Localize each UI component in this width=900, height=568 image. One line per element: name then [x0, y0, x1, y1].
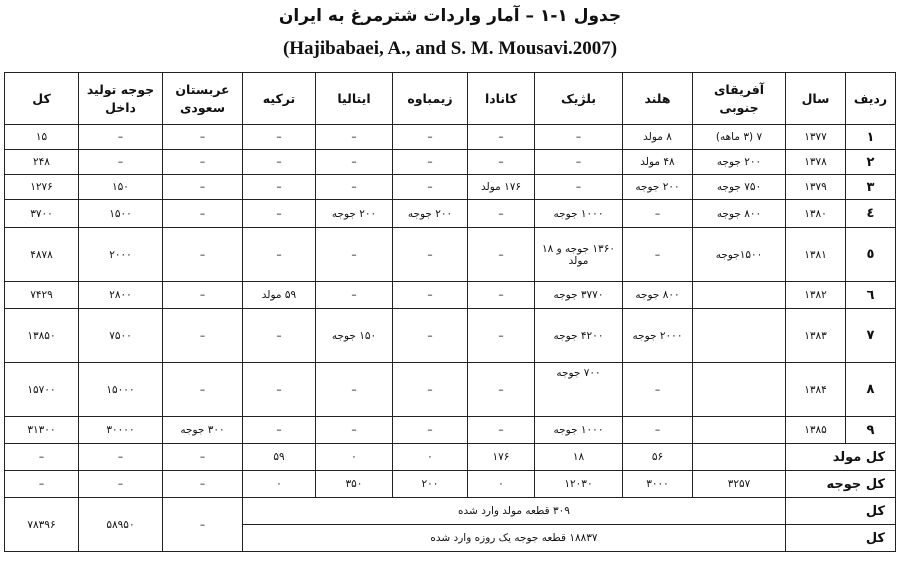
cell-row-total: ۱۵۷۰۰ — [5, 363, 79, 417]
cell-row-total: ۳۱۳۰۰ — [5, 417, 79, 444]
cell-zimbabwe: – — [393, 309, 468, 363]
cell-turkey: – — [243, 175, 316, 200]
cell-netherlands: – — [623, 200, 693, 228]
grand-chicks-text: ۱۸۸۳۷ قطعه جوجه یک روزه وارد شده — [243, 525, 786, 552]
cell-saudi-arabia: – — [163, 228, 243, 282]
table-row — [5, 150, 896, 175]
cell-saudi-arabia: – — [163, 150, 243, 175]
grand-saudi: – — [163, 498, 243, 552]
cell-netherlands: – — [623, 417, 693, 444]
cell-domestic-chicks: ۲۰۰۰ — [79, 228, 163, 282]
cell-belgium: – — [535, 125, 623, 150]
cell-turkey: – — [243, 125, 316, 150]
cell-turkey: – — [243, 417, 316, 444]
table-cell: ۰ — [393, 444, 468, 471]
table-cell: ۱۸ — [535, 444, 623, 471]
cell-domestic-chicks: ۷۵۰۰ — [79, 309, 163, 363]
cell-canada: – — [468, 309, 535, 363]
cell-belgium: ۳۷۷۰ جوجه — [535, 282, 623, 309]
import-statistics-table — [4, 72, 896, 552]
table-cell: ۱۷۶ — [468, 444, 535, 471]
grand-breeders-text: ۳۰۹ قطعه مولد وارد شده — [243, 498, 786, 525]
table-cell: ۱۲۰۳۰ — [535, 471, 623, 498]
header-netherlands: هلند — [623, 73, 693, 125]
table-title: جدول ۱-۱ – آمار واردات شترمرغ به ایران — [278, 6, 622, 26]
cell-south-africa — [693, 309, 786, 363]
cell-italy: – — [316, 125, 393, 150]
cell-canada: – — [468, 282, 535, 309]
cell-zimbabwe: – — [393, 363, 468, 417]
cell-row-number: ۸ — [846, 363, 896, 417]
cell-row-number: ۳ — [846, 175, 896, 200]
table-row — [5, 282, 896, 309]
table-row — [5, 200, 896, 228]
cell-zimbabwe: – — [393, 125, 468, 150]
cell-year: ۱۳۷۷ — [786, 125, 846, 150]
grand-chick: ۵۸۹۵۰ — [79, 498, 163, 552]
cell-canada: – — [468, 150, 535, 175]
table-row — [5, 309, 896, 363]
table-cell — [693, 444, 786, 471]
cell-zimbabwe: – — [393, 150, 468, 175]
cell-year: ۱۳۸۰ — [786, 200, 846, 228]
table-row — [5, 363, 896, 417]
cell-domestic-chicks: ۱۵۰۰ — [79, 200, 163, 228]
cell-row-total: ۷۴۲۹ — [5, 282, 79, 309]
cell-netherlands: – — [623, 363, 693, 417]
header-saudi-arabia: عربستان سعودی — [163, 73, 243, 125]
cell-row-total: ۲۴۸ — [5, 150, 79, 175]
grand-label-1: کل — [786, 498, 896, 525]
cell-row-number: ٤ — [846, 200, 896, 228]
table-cell: – — [5, 471, 79, 498]
cell-year: ۱۳۸۵ — [786, 417, 846, 444]
cell-row-total: ۴۸۷۸ — [5, 228, 79, 282]
cell-zimbabwe: – — [393, 417, 468, 444]
cell-year: ۱۳۸۱ — [786, 228, 846, 282]
cell-netherlands: – — [623, 228, 693, 282]
cell-year: ۱۳۷۸ — [786, 150, 846, 175]
cell-zimbabwe: – — [393, 228, 468, 282]
table-citation: (Hajibabaei, A., and S. M. Mousavi.2007) — [282, 38, 618, 59]
cell-saudi-arabia: – — [163, 363, 243, 417]
cell-turkey: ۵۹ مولد — [243, 282, 316, 309]
cell-canada: – — [468, 417, 535, 444]
cell-italy: – — [316, 228, 393, 282]
header-total: کل — [5, 73, 79, 125]
cell-belgium: – — [535, 175, 623, 200]
cell-row-number: ۲ — [846, 150, 896, 175]
table-cell: ۳۰۰۰ — [623, 471, 693, 498]
header-radif: ردیف — [846, 73, 896, 125]
cell-row-total: ۱۵ — [5, 125, 79, 150]
cell-south-africa — [693, 417, 786, 444]
cell-south-africa — [693, 363, 786, 417]
cell-zimbabwe: – — [393, 175, 468, 200]
cell-canada: – — [468, 125, 535, 150]
cell-domestic-chicks: ۱۵۰۰۰ — [79, 363, 163, 417]
cell-row-number: ٦ — [846, 282, 896, 309]
cell-italy: – — [316, 175, 393, 200]
grand-total: ۷۸۳۹۶ — [5, 498, 79, 552]
header-zimbabwe: زیمباوه — [393, 73, 468, 125]
cell-domestic-chicks: – — [79, 150, 163, 175]
cell-canada: ۱۷۶ مولد — [468, 175, 535, 200]
cell-saudi-arabia: – — [163, 282, 243, 309]
header-italy: ایتالیا — [316, 73, 393, 125]
cell-italy: – — [316, 417, 393, 444]
cell-belgium: ۴۲۰۰ جوجه — [535, 309, 623, 363]
cell-canada: – — [468, 363, 535, 417]
cell-domestic-chicks: – — [79, 125, 163, 150]
cell-belgium: ۱۰۰۰ جوجه — [535, 200, 623, 228]
table-cell: – — [5, 444, 79, 471]
grand-total-row-breeders — [5, 498, 896, 525]
header-belgium: بلژیک — [535, 73, 623, 125]
cell-turkey: – — [243, 150, 316, 175]
cell-netherlands: ۲۰۰ جوجه — [623, 175, 693, 200]
cell-netherlands: ۸۰۰ جوجه — [623, 282, 693, 309]
cell-year: ۱۳۸۳ — [786, 309, 846, 363]
cell-row-number: ۱ — [846, 125, 896, 150]
table-row — [5, 228, 896, 282]
table-cell: ۵۶ — [623, 444, 693, 471]
cell-zimbabwe: ۲۰۰ جوجه — [393, 200, 468, 228]
cell-saudi-arabia: ۳۰۰ جوجه — [163, 417, 243, 444]
table-row — [5, 175, 896, 200]
cell-canada: – — [468, 200, 535, 228]
sum-breeders-row — [5, 444, 896, 471]
table-cell: ۲۰۰ — [393, 471, 468, 498]
table-cell: ۵۹ — [243, 444, 316, 471]
header-sal: سال — [786, 73, 846, 125]
cell-saudi-arabia: – — [163, 175, 243, 200]
table-row — [5, 125, 896, 150]
header-row — [5, 73, 896, 125]
cell-year: ۱۳۷۹ — [786, 175, 846, 200]
cell-row-total: ۳۷۰۰ — [5, 200, 79, 228]
header-turkey: ترکیه — [243, 73, 316, 125]
cell-south-africa: ۸۰۰ جوجه — [693, 200, 786, 228]
header-canada: کانادا — [468, 73, 535, 125]
cell-italy: ۲۰۰ جوجه — [316, 200, 393, 228]
cell-row-total: ۱۳۸۵۰ — [5, 309, 79, 363]
cell-belgium: – — [535, 150, 623, 175]
cell-italy: – — [316, 363, 393, 417]
table-row — [5, 417, 896, 444]
table-cell: – — [79, 471, 163, 498]
header-domestic-chicks: جوجه تولید داخل — [79, 73, 163, 125]
cell-domestic-chicks: ۱۵۰ — [79, 175, 163, 200]
cell-turkey: – — [243, 200, 316, 228]
cell-south-africa — [693, 282, 786, 309]
table-cell: – — [163, 444, 243, 471]
cell-saudi-arabia: – — [163, 200, 243, 228]
cell-row-total: ۱۲۷۶ — [5, 175, 79, 200]
table-cell: – — [163, 471, 243, 498]
sum-chicks-label: کل جوجه — [786, 471, 896, 498]
cell-italy: ۱۵۰ جوجه — [316, 309, 393, 363]
table-cell: ۳۵۰ — [316, 471, 393, 498]
cell-saudi-arabia: – — [163, 309, 243, 363]
cell-zimbabwe: – — [393, 282, 468, 309]
cell-italy: – — [316, 150, 393, 175]
cell-south-africa: ۷۵۰ جوجه — [693, 175, 786, 200]
cell-canada: – — [468, 228, 535, 282]
cell-turkey: – — [243, 309, 316, 363]
cell-netherlands: ۲۰۰۰ جوجه — [623, 309, 693, 363]
cell-italy: – — [316, 282, 393, 309]
table-cell: ۳۲۵۷ — [693, 471, 786, 498]
cell-south-africa: ۱۵۰۰جوجه — [693, 228, 786, 282]
header-south-africa: آفریقای جنوبی — [693, 73, 786, 125]
cell-year: ۱۳۸۲ — [786, 282, 846, 309]
cell-south-africa: ۲۰۰ جوجه — [693, 150, 786, 175]
table-cell: ۰ — [243, 471, 316, 498]
cell-netherlands: ۴۸ مولد — [623, 150, 693, 175]
sum-breeders-label: کل مولد — [786, 444, 896, 471]
table-cell: ۰ — [468, 471, 535, 498]
cell-saudi-arabia: – — [163, 125, 243, 150]
table-cell: – — [79, 444, 163, 471]
cell-netherlands: ۸ مولد — [623, 125, 693, 150]
cell-turkey: – — [243, 228, 316, 282]
cell-south-africa: ۷ (۳ ماهه) — [693, 125, 786, 150]
grand-label-2: کل — [786, 525, 896, 552]
cell-belgium: ۱۰۰۰ جوجه — [535, 417, 623, 444]
sum-chicks-row — [5, 471, 896, 498]
cell-row-number: ٥ — [846, 228, 896, 282]
cell-turkey: – — [243, 363, 316, 417]
cell-row-number: ۹ — [846, 417, 896, 444]
cell-domestic-chicks: ۳۰۰۰۰ — [79, 417, 163, 444]
cell-year: ۱۳۸۴ — [786, 363, 846, 417]
cell-belgium: ۱۳۶۰ جوجه و ۱۸ مولد — [535, 228, 623, 282]
table-cell: ۰ — [316, 444, 393, 471]
cell-row-number: ۷ — [846, 309, 896, 363]
cell-belgium: ۷۰۰ جوجه — [535, 363, 623, 417]
cell-domestic-chicks: ۲۸۰۰ — [79, 282, 163, 309]
